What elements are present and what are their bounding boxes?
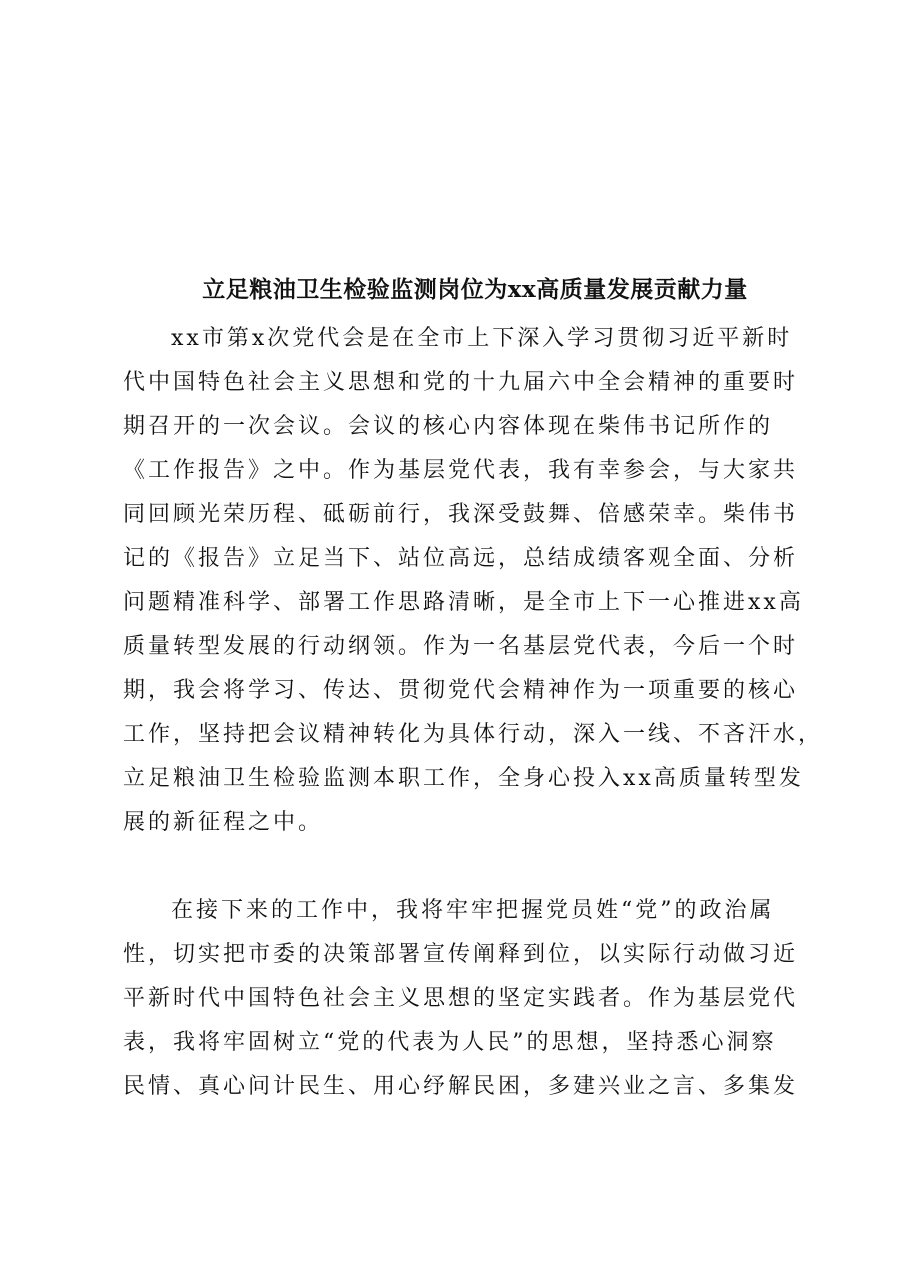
paragraph-2-line-3: 平新时代中国特色社会主义思想的坚定实践者。作为基层党代: [123, 986, 799, 1011]
paragraph-1-line-1: xx市第x次党代会是在全市上下深入学习贯彻习近平新时: [171, 326, 793, 351]
paragraph-1-line-7: 问题精准科学、部署工作思路清晰，是全市上下一心推进xx高: [123, 590, 804, 615]
paragraph-1-line-2: 代中国特色社会主义思想和党的十九届六中全会精神的重要时: [123, 370, 799, 395]
paragraph-1-line-5: 同回顾光荣历程、砥砺前行，我深受鼓舞、倍感荣幸。柴伟书: [123, 502, 799, 527]
document-title: 立足粮油卫生检验监测岗位为xx高质量发展贡献力量: [202, 276, 748, 303]
paragraph-2-line-5: 民情、真心问计民生、用心纾解民困，多建兴业之言、多集发: [123, 1074, 799, 1099]
paragraph-1-line-11: 立足粮油卫生检验监测本职工作，全身心投入xx高质量转型发: [123, 766, 804, 791]
paragraph-1-line-9: 期，我会将学习、传达、贯彻党代会精神作为一项重要的核心: [123, 678, 799, 703]
paragraph-2-line-4: 表，我将牢固树立“党的代表为人民”的思想，坚持悉心洞察: [123, 1030, 777, 1055]
paragraph-1-line-8: 质量转型发展的行动纲领。作为一名基层党代表，今后一个时: [123, 634, 799, 659]
paragraph-1-line-12: 展的新征程之中。: [123, 810, 324, 835]
paragraph-1-line-3: 期召开的一次会议。会议的核心内容体现在柴伟书记所作的: [123, 414, 774, 439]
paragraph-2-line-2: 性，切实把市委的决策部署宣传阐释到位，以实际行动做习近: [123, 942, 799, 967]
paragraph-1-line-10: 工作，坚持把会议精神转化为具体行动，深入一线、不吝汗水，: [123, 722, 824, 747]
paragraph-1-line-6: 记的《报告》立足当下、站位高远，总结成绩客观全面、分析: [123, 546, 799, 571]
paragraph-2-line-1: 在接下来的工作中，我将牢牢把握党员姓“党”的政治属: [171, 898, 775, 923]
paragraph-1-line-4: 《工作报告》之中。作为基层党代表，我有幸参会，与大家共: [123, 458, 799, 483]
